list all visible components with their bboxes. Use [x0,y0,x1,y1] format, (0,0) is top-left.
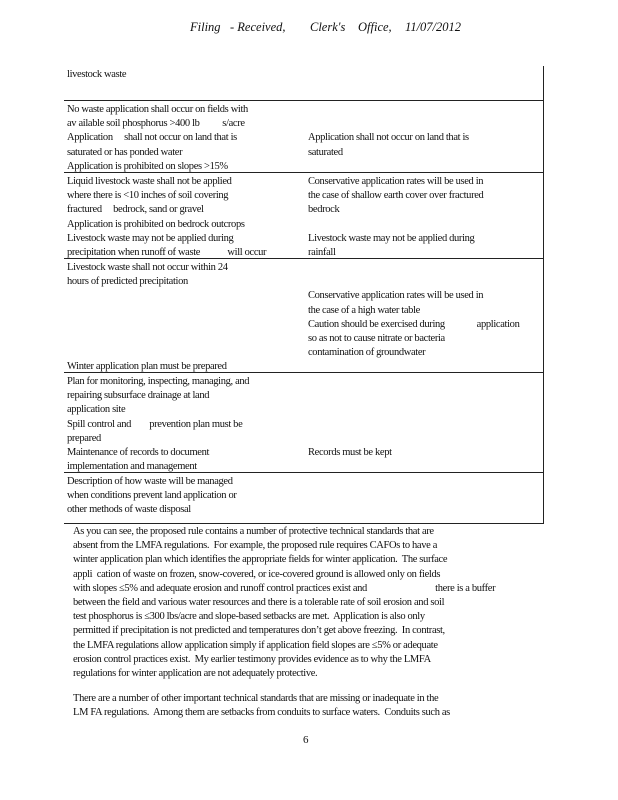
header-date: 11/07/2012 [405,20,462,34]
header-office: Office, [358,20,392,34]
table-cell-left: livestock waste [67,69,127,80]
table-cell-right: Application shall not occur on land that is saturated [308,132,469,158]
header-received: - Received, [230,20,286,34]
table-row [64,473,543,524]
table-cell-left: No waste application shall occur on fields with av ailable soil phosphorus >400 lb s/acre Application shall not occur on land that is saturated or has ponded water Application is prohibited on slopes >15% [67,104,248,172]
header-clerks: Clerk's [310,20,346,34]
header-filing: Filing [190,20,221,34]
body-paragraph: As you can see, the proposed rule contains a number of protective technical standards that are absent from the LMFA regulations. For example, the proposed rule requires CAFOs to have a winter application plan which identifies the appropriate fields for winter application. The surface appli cation of waste on frozen, snow-covered, or ice-covered ground is allowed only on fields with slopes ≤5% and adequate erosion and runoff control practices exist and there is a buffer between the field and various water resources and there is a tolerable rate of soil erosion and soil test phosphorus is ≤300 lbs/acre and slope-based setbacks are met. Application is also only permitted if precipitation is not predicted and temperatures don’t get above freezing. In contrast, the LMFA regulations allow application simply if application field slopes are ≤5% or adequate erosion control practices exist. My earlier testimony provides evidence as to why the LMFA regulations for winter application are not adequately protective. [73,526,496,680]
table-row [64,373,543,473]
table-cell-left: Description of how waste will be managed when conditions prevent land application or other methods of waste disposal [67,476,237,516]
table-cell-right: Conservative application rates will be used in the case of shallow earth cover over fractured bedrock Livestock waste may not be applied during rainfall [308,176,484,259]
table-row [64,173,543,259]
table-cell-left: Livestock waste shall not occur within 24 hours of predicted precipitation Winter application plan must be prepared [67,262,228,373]
table-row [64,66,543,101]
table-cell-right: Conservative application rates will be used in the case of a high water table Caution should be exercised during application so as not to cause nitrate or bacteria contamination of groundwater [308,290,520,359]
table-row [64,101,543,173]
table-cell-left: Plan for monitoring, inspecting, managing, and repairing subsurface drainage at land application site Spill control and prevention plan must be prepared Maintenance of records to document implementation and management [67,376,250,473]
body-paragraph: There are a number of other important technical standards that are missing or inadequate in the LM FA regulations. Among them are setbacks from conduits to surface waters. Conduits such as [73,693,450,719]
table-cell-right: Records must be kept [308,447,392,459]
comparison-table [64,66,544,524]
page-number: 6 [303,734,309,746]
table-cell-left: Liquid livestock waste shall not be applied where there is <10 inches of soil covering fractured bedrock, sand or gravel Application is prohibited on bedrock outcrops Livestock waste may not be applied during precipitation when runoff of waste will occur [67,176,267,259]
table-row [64,259,543,373]
